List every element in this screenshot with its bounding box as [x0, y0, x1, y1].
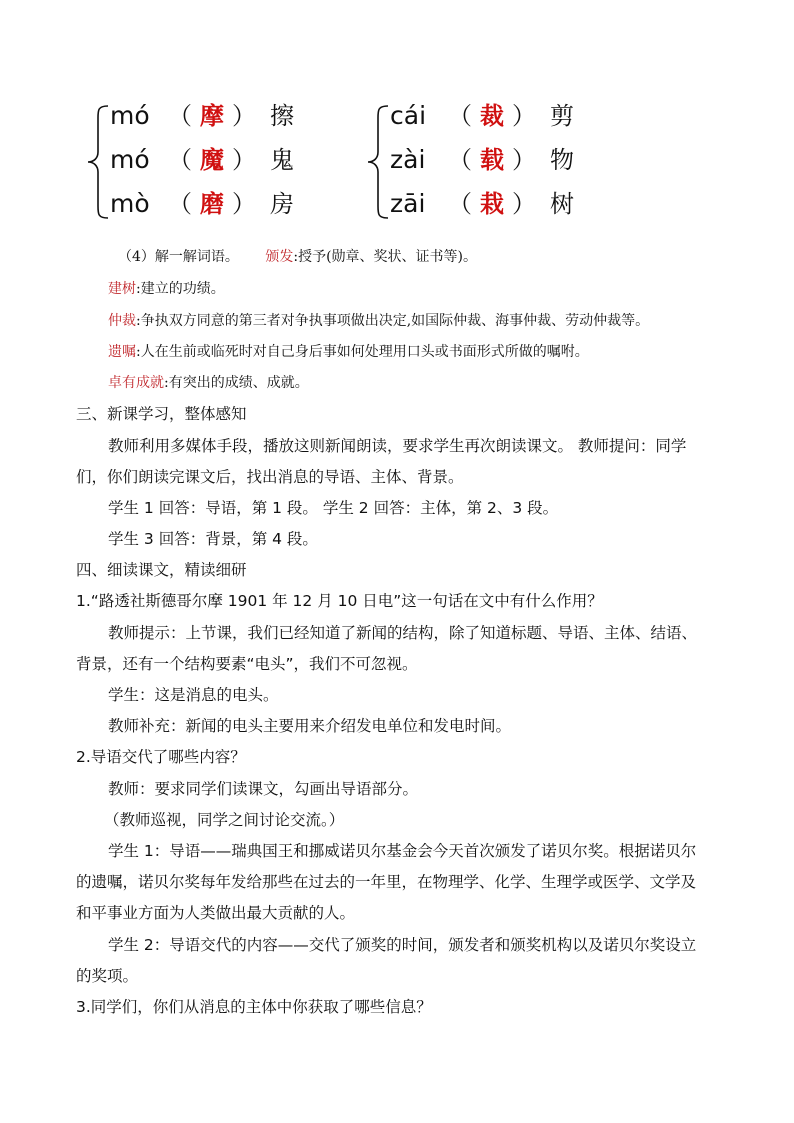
- pinyin-group-left: [86, 96, 366, 224]
- paragraph-line: 学生 1 回答：导语，第 1 段。 学生 2 回答：主体，第 2、3 段。: [108, 499, 559, 517]
- vocab-item: 颁发:授予(勋章、奖状、证书等)。: [265, 249, 478, 265]
- paren-close: ）: [232, 102, 256, 130]
- left-brace-icon: [366, 104, 392, 220]
- vocab-intro-row: [118, 247, 477, 267]
- word-suffix: 剪: [550, 102, 574, 130]
- answer-char: 裁: [480, 102, 504, 130]
- paragraph-line: 学生 3 回答：背景，第 4 段。: [108, 530, 318, 548]
- vocab-term: 仲裁: [108, 313, 136, 329]
- paragraph-line: 和平事业方面为人类做出最大贡献的人。: [76, 904, 356, 922]
- paragraph-line: 教师提示：上节课，我们已经知道了新闻的结构，除了知道标题、导语、主体、结语、: [108, 624, 698, 642]
- pinyin-row: [390, 96, 574, 136]
- vocab-intro: （4）解一解词语。: [118, 249, 239, 265]
- paragraph-line: 教师补充：新闻的电头主要用来介绍发电单位和发电时间。: [108, 717, 512, 735]
- pinyin-text: mó: [110, 145, 150, 174]
- pinyin-row: [110, 140, 294, 180]
- paragraph-line: 背景，还有一个结构要素“电头”，我们不可忽视。: [76, 655, 418, 673]
- paren-close: ）: [512, 146, 536, 174]
- vocab-term: 颁发: [265, 249, 294, 265]
- paren-open: （: [168, 102, 192, 130]
- paragraph-line: 教师利用多媒体手段，播放这则新闻朗读，要求学生再次朗读课文。 教师提问：同学: [108, 437, 687, 455]
- word-suffix: 鬼: [270, 146, 294, 174]
- paragraph-line: 的奖项。: [76, 967, 139, 985]
- word-suffix: 房: [270, 190, 294, 218]
- pinyin-row: [390, 140, 574, 180]
- answer-char: 摩: [200, 102, 224, 130]
- paragraph-line: 学生 2：导语交代的内容——交代了颁奖的时间，颁发者和颁奖机构以及诺贝尔奖设立: [108, 936, 697, 954]
- vocab-item: 仲裁:争执双方同意的第三者对争执事项做出决定,如国际仲裁、海事仲裁、劳动仲裁等。: [108, 313, 650, 329]
- word-suffix: 物: [550, 146, 574, 174]
- vocab-term: 遗嘱: [108, 344, 136, 360]
- word-suffix: 擦: [270, 102, 294, 130]
- vocab-definition: 有突出的成绩、成就。: [168, 375, 309, 391]
- paragraph-line: 教师：要求同学们读课文，勾画出导语部分。: [108, 780, 419, 798]
- vocab-definition: 争执双方同意的第三者对争执事项做出决定,如国际仲裁、海事仲裁、劳动仲裁等。: [140, 313, 650, 329]
- paragraph-line: 的遗嘱，诺贝尔奖每年发给那些在过去的一年里，在物理学、化学、生理学或医学、文学及: [76, 873, 697, 891]
- pinyin-row: [110, 96, 294, 136]
- vocab-definition: 建立的功绩。: [140, 281, 225, 297]
- paren-close: ）: [512, 190, 536, 218]
- paragraph-line: 们，你们朗读完课文后，找出消息的导语、主体、背景。: [76, 468, 464, 486]
- paren-open: （: [448, 190, 472, 218]
- vocab-term: 卓有成就: [108, 375, 164, 391]
- vocab-term: 建树: [108, 281, 136, 297]
- paren-open: （: [168, 146, 192, 174]
- paragraph-line: 学生 1：导语——瑞典国王和挪威诺贝尔基金会今天首次颁发了诺贝尔奖。根据诺贝尔: [108, 842, 697, 860]
- pinyin-text: zāi: [390, 189, 426, 218]
- paren-open: （: [448, 146, 472, 174]
- answer-char: 魔: [200, 146, 224, 174]
- pinyin-text: cái: [390, 101, 427, 130]
- paren-close: ）: [232, 146, 256, 174]
- answer-char: 载: [480, 146, 504, 174]
- vocab-item: 遗嘱:人在生前或临死时对自己身后事如何处理用口头或书面形式所做的嘱咐。: [108, 344, 589, 360]
- vocab-definition: 人在生前或临死时对自己身后事如何处理用口头或书面形式所做的嘱咐。: [140, 344, 589, 360]
- paren-open: （: [448, 102, 472, 130]
- paragraph-line: 学生：这是消息的电头。: [108, 686, 279, 704]
- vocab-definition: 授予(勋章、奖状、证书等)。: [298, 249, 478, 265]
- section-heading: 三、新课学习，整体感知: [76, 405, 247, 423]
- answer-char: 磨: [200, 190, 224, 218]
- question-line: 1.“路透社斯德哥尔摩 1901 年 12 月 10 日电”这一句话在文中有什么作用？: [76, 592, 603, 610]
- question-line: 3.同学们，你们从消息的主体中你获取了哪些信息？: [76, 998, 432, 1016]
- pinyin-text: mó: [110, 101, 150, 130]
- pinyin-group-right: [366, 96, 646, 224]
- pinyin-row: [390, 184, 574, 224]
- paren-close: ）: [512, 102, 536, 130]
- paren-open: （: [168, 190, 192, 218]
- paragraph-line: （教师巡视，同学之间讨论交流。）: [104, 811, 345, 829]
- vocab-item: 卓有成就:有突出的成绩、成就。: [108, 375, 309, 391]
- answer-char: 栽: [480, 190, 504, 218]
- section-heading: 四、细读课文，精读细研: [76, 561, 247, 579]
- question-line: 2.导语交代了哪些内容？: [76, 748, 246, 766]
- paren-close: ）: [232, 190, 256, 218]
- word-suffix: 树: [550, 190, 574, 218]
- left-brace-icon: [86, 104, 112, 220]
- pinyin-text: mò: [110, 189, 150, 218]
- pinyin-row: [110, 184, 294, 224]
- vocab-item: 建树:建立的功绩。: [108, 281, 225, 297]
- pinyin-text: zài: [390, 145, 426, 174]
